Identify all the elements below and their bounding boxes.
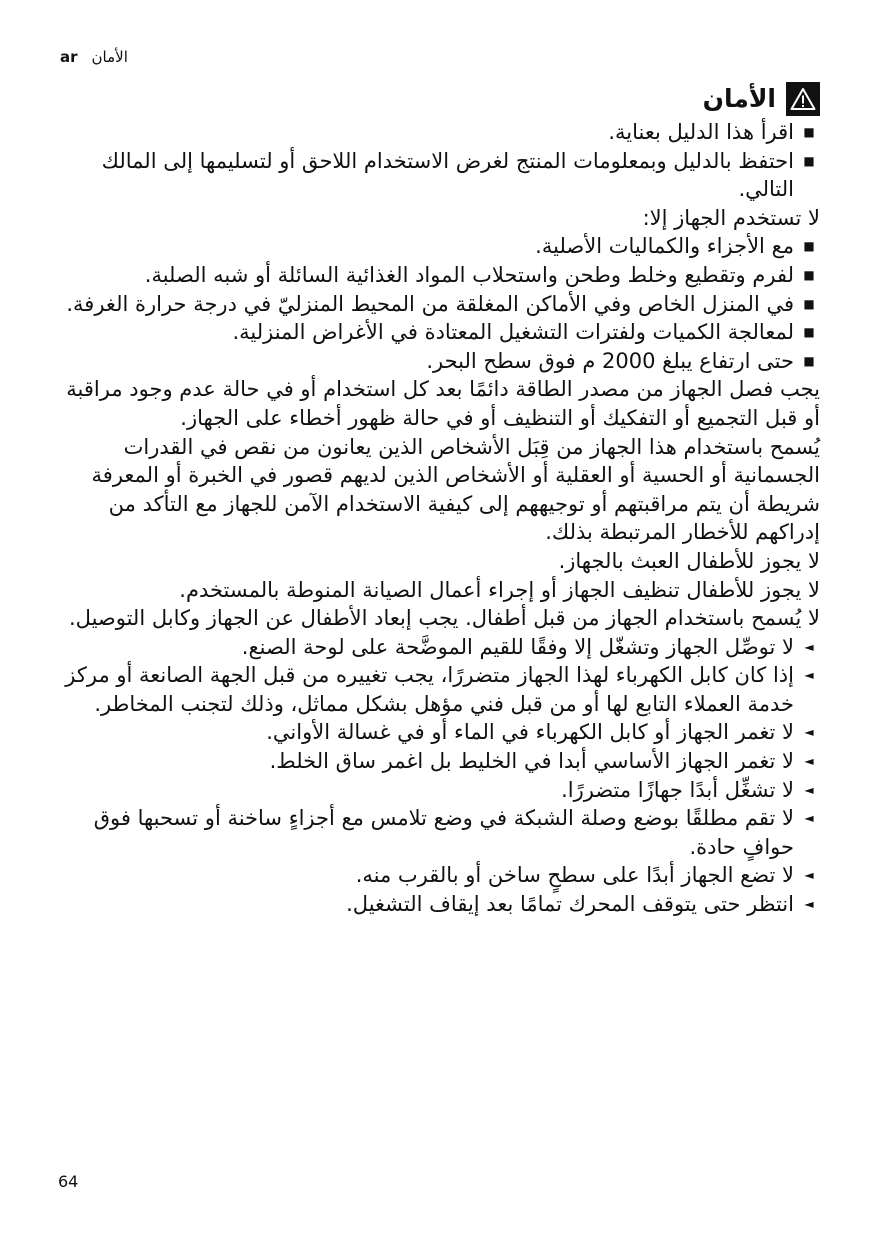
list-item: ■ احتفظ بالدليل وبمعلومات المنتج لغرض الاستخدام اللاحق أو لتسليمها إلى المالك التالي. [58,147,820,204]
list-item: ■ في المنزل الخاص وفي الأماكن المغلقة من المحيط المنزليّ في درجة حرارة الغرفة. [58,290,820,319]
list-item: ◄ لا تقم مطلقًا بوضع وصلة الشبكة في وضع تلامس مع أجزاءٍ ساخنة أو تسحبها فوق حوافٍ حادة. [58,804,820,861]
list-item: ◄ لا توصِّل الجهاز وتشغّل إلا وفقًا للقيم الموضَّحة على لوحة الصنع. [58,633,820,662]
page-header [60,48,128,66]
square-bullet-icon: ■ [803,325,815,340]
triangle-bullet-icon: ◄ [804,725,814,740]
safety-content [58,82,820,919]
square-bullet-list-1 [58,118,820,204]
square-bullet-icon: ■ [803,125,815,139]
triangle-bullet-icon: ◄ [804,782,814,797]
list-item: ■ اقرأ هذا الدليل بعناية. [58,118,820,147]
square-bullet-icon: ■ [803,353,815,368]
list-item: ◄ لا تغمر الجهاز أو كابل الكهرباء في الماء أو في غسالة الأواني. [58,718,820,747]
use-only-intro: لا تستخدم الجهاز إلا: [642,205,820,230]
square-bullet-icon: ■ [803,153,815,168]
triangle-bullet-icon: ◄ [804,639,814,654]
triangle-bullet-icon: ◄ [804,868,814,883]
header-section-title: الأمان [91,48,128,66]
paragraph-children-use: لا يُسمح باستخدام الجهاز من قبل أطفال. يجب إبعاد الأطفال عن الجهاز وكابل التوصيل. [68,606,820,631]
paragraph-children-play: لا يجوز للأطفال العبث بالجهاز. [558,548,820,573]
square-bullet-list-2 [58,232,820,375]
list-item: ◄ لا تشغِّل أبدًا جهازًا متضررًا. [58,776,820,805]
list-item: ■ لمعالجة الكميات ولفترات التشغيل المعتادة في الأغراض المنزلية. [58,318,820,347]
list-item: ◄ إذا كان كابل الكهرباء لهذا الجهاز متضررًا، يجب تغييره من قبل الجهة الصانعة أو مركز خدمة العملاء التابع لها أو من قبل فني مؤهل بشكل مماثل، وذلك لتجنب المخاطر. [58,661,820,718]
section-heading [58,82,820,116]
paragraph-persons: يُسمح باستخدام هذا الجهاز من قِبَل الأشخاص الذين يعانون من نقص في القدرات الجسمانية أو الحسية أو العقلية أو الأشخاص الذين لديهم قصور في الخبرة أو المعرفة شريطة أن يتم مراقبتهم أو توجيههم إلى كيفية الاستخدام الآمن للجهاز مع التأكد من إدراكهم للأخطار المرتبطة بذلك. [91,434,820,545]
page-title: الأمان [702,84,776,113]
square-bullet-icon: ■ [803,239,815,254]
page-number: 64 [58,1172,79,1191]
list-item: ■ حتى ارتفاع يبلغ 2000 م فوق سطح البحر. [58,347,820,376]
paragraph-children-cleaning: لا يجوز للأطفال تنظيف الجهاز أو إجراء أعمال الصيانة المنوطة بالمستخدم. [179,577,820,602]
list-item: ◄ لا تغمر الجهاز الأساسي أبدا في الخليط بل اغمر ساق الخلط. [58,747,820,776]
square-bullet-icon: ■ [803,267,815,282]
list-item: ■ مع الأجزاء والكماليات الأصلية. [58,232,820,261]
list-item: ◄ انتظر حتى يتوقف المحرك تمامًا بعد إيقاف التشغيل. [58,890,820,919]
warning-triangle-icon [786,82,820,116]
triangle-bullet-icon: ◄ [804,754,814,769]
paragraph-disconnect: يجب فصل الجهاز من مصدر الطاقة دائمًا بعد كل استخدام أو في حالة عدم وجود مراقبة أو قبل التجميع أو التفكيك أو التنظيف أو في حالة ظهور أخطاء على الجهاز. [66,377,820,430]
triangle-bullet-list [58,633,820,919]
list-item: ■ لفرم وتقطيع وخلط وطحن واستحلاب المواد الغذائية السائلة أو شبه الصلبة. [58,261,820,290]
list-item: ◄ لا تضع الجهاز أبدًا على سطحٍ ساخن أو بالقرب منه. [58,861,820,890]
square-bullet-icon: ■ [803,296,815,311]
language-code: ar [60,48,78,66]
triangle-bullet-icon: ◄ [804,668,814,683]
triangle-bullet-icon: ◄ [804,811,814,826]
triangle-bullet-icon: ◄ [804,897,814,912]
